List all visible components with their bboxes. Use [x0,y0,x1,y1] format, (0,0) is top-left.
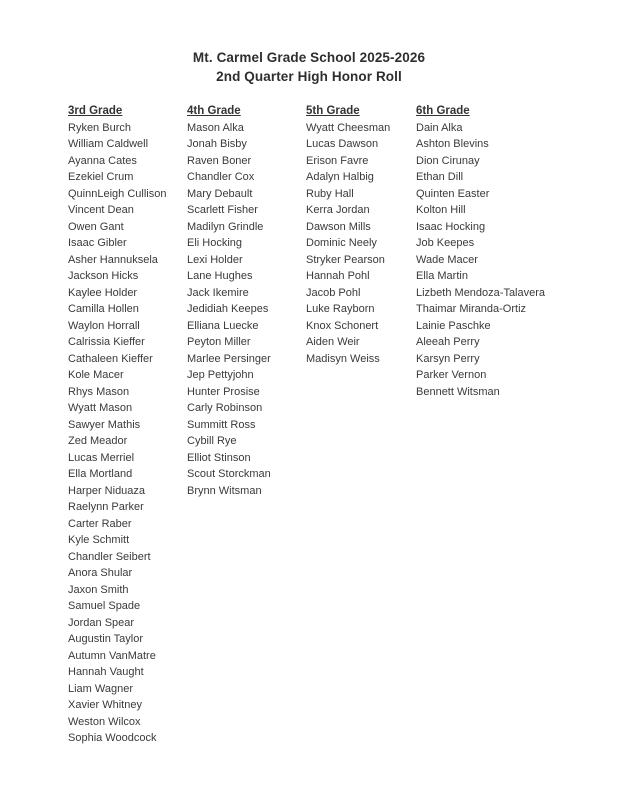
student-name: Ezekiel Crum [68,171,134,183]
student-name: Ella Mortland [68,468,133,480]
student-name: Raven Boner [187,154,252,167]
student-name: Kole Macer [68,369,124,381]
student-name: Aleeah Perry [416,336,480,348]
student-name: Thaimar Miranda-Ortiz [416,303,527,315]
student-name: Xavier Whitney [68,699,142,711]
grade-header: 5th Grade [306,105,360,117]
student-name: Kaylee Holder [68,286,138,299]
student-name: Madisyn Weiss [306,352,380,365]
student-name: Jack Ikemire [187,286,249,299]
student-name: Rhys Mason [68,385,130,398]
student-name: William Caldwell [68,138,149,150]
student-name: Quinten Easter [416,187,490,200]
student-name: Jordan Spear [68,616,135,629]
student-name: Raelynn Parker [68,501,144,513]
student-name: Hannah Vaught [68,666,144,678]
student-name: Lucas Dawson [306,138,379,150]
student-name: Wyatt Cheesman [306,121,391,134]
student-name: Wade Macer [416,253,478,266]
student-name: Cathaleen Kieffer [68,352,153,365]
student-name: Isaac Hocking [416,220,486,233]
student-name: Bennett Witsman [416,385,500,398]
student-name: Stryker Pearson [306,253,385,266]
student-name: Autumn VanMatre [68,649,156,662]
student-name: Eli Hocking [187,237,243,249]
student-name: Chandler Cox [187,171,255,183]
student-name: Hannah Pohl [306,270,370,282]
student-name: Brynn Witsman [187,484,262,497]
student-name: Cybill Rye [187,435,237,447]
student-name: Carter Raber [68,517,132,530]
student-name: Ruby Hall [306,187,354,200]
student-name: Lexi Holder [187,253,243,266]
student-name: Madilyn Grindle [187,220,264,233]
student-name: QuinnLeigh Cullison [68,187,167,200]
student-name: Mary Debault [187,187,253,200]
student-name: Jep Pettyjohn [187,369,254,381]
student-name: Camilla Hollen [68,303,139,315]
student-name: Adalyn Halbig [306,171,374,183]
title-line-2: 2nd Quarter High Honor Roll [216,68,402,84]
student-name: Kerra Jordan [306,204,370,216]
grade-column-3rd [68,103,166,747]
student-name: Lucas Merriel [68,451,135,464]
student-name: Lainie Paschke [416,319,491,332]
grade-header: 6th Grade [416,105,470,117]
student-name: Jonah Bisby [187,138,247,150]
student-name: Isaac Gibler [68,237,127,249]
student-name: Luke Rayborn [306,303,375,315]
student-name: Vincent Dean [68,204,134,216]
grade-column-6th [416,103,545,400]
student-name: Waylon Horrall [68,319,140,332]
student-name: Jedidiah Keepes [187,303,269,315]
student-name: Jackson Hicks [68,270,139,282]
student-name: Hunter Prosise [187,385,260,398]
student-name: Job Keepes [416,237,475,249]
student-name: Carly Robinson [187,402,263,414]
student-name: Chandler Seibert [68,550,151,563]
student-name: Augustin Taylor [68,633,144,645]
student-name: Karsyn Perry [416,352,480,365]
student-name: Liam Wagner [68,682,134,695]
student-name: Sawyer Mathis [68,418,141,431]
grade-column-5th [306,103,390,367]
student-name: Aiden Weir [306,336,360,348]
student-name: Summitt Ross [187,418,256,431]
student-name: Scout Storckman [187,468,271,480]
student-name: Weston Wilcox [68,715,141,728]
student-name: Harper Niduaza [68,484,146,497]
student-name: Elliana Luecke [187,319,259,332]
student-name: Erison Favre [306,154,369,167]
student-name: Wyatt Mason [68,402,133,414]
student-name: Sophia Woodcock [68,732,157,744]
student-name: Ashton Blevins [416,138,489,150]
student-name: Peyton Miller [187,336,251,348]
student-name: Dion Cirunay [416,154,480,167]
grade-header: 3rd Grade [68,105,123,117]
student-name: Jacob Pohl [306,286,361,299]
student-name: Anora Shular [68,567,133,579]
student-name: Ayanna Cates [68,154,137,167]
student-name: Dawson Mills [306,220,371,233]
student-name: Elliot Stinson [187,451,251,464]
student-name: Knox Schonert [306,319,379,332]
grade-header: 4th Grade [187,105,241,117]
student-name: Parker Vernon [416,369,487,381]
student-name: Ethan Dill [416,171,464,183]
student-name: Kyle Schmitt [68,534,130,546]
student-name: Ella Martin [416,270,468,282]
student-name: Kolton Hill [416,204,466,216]
student-name: Owen Gant [68,220,124,233]
student-name: Dain Alka [416,121,463,134]
student-name: Jaxon Smith [68,583,129,596]
student-name: Samuel Spade [68,600,141,612]
student-name: Scarlett Fisher [187,204,258,216]
document-title [0,49,618,86]
student-name: Dominic Neely [306,237,377,249]
student-name: Lizbeth Mendoza-Talavera [416,286,546,299]
student-name: Mason Alka [187,121,244,134]
student-name: Calrissia Kieffer [68,336,145,348]
title-line-1: Mt. Carmel Grade School 2025-2026 [192,50,426,65]
student-name: Marlee Persinger [187,352,271,365]
student-name: Lane Hughes [187,270,253,282]
student-name: Zed Meador [68,435,128,447]
student-name: Asher Hannuksela [68,253,158,266]
grade-column-4th [187,103,271,499]
student-name: Ryken Burch [68,121,131,134]
